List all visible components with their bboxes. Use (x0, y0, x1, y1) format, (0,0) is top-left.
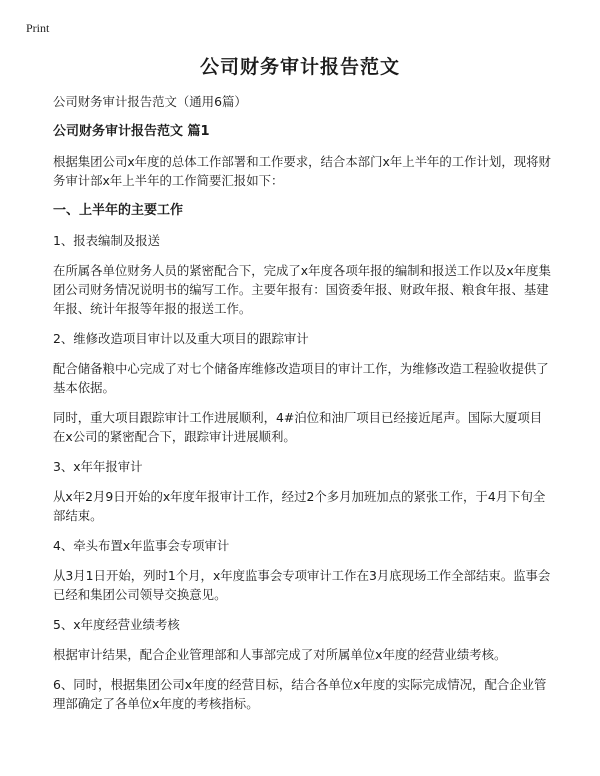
document-subtitle: 公司财务审计报告范文（通用6篇） (53, 94, 247, 109)
document-body (53, 92, 553, 724)
item-paragraph: 根据审计结果，配合企业管理部和人事部完成了对所属单位x年度的经营业绩考核。 (53, 647, 507, 662)
intro-paragraph: 根据集团公司x年度的总体工作部署和工作要求，结合本部门x年上半年的工作计划，现将财务审计部x年上半年的工作简要汇报如下： (53, 154, 551, 188)
item-paragraph: 从3月1日开始，列时1个月，x年度监事会专项审计工作在3月底现场工作全部结束。监事会已经和集团公司领导交换意见。 (53, 568, 551, 602)
part-heading: 一、上半年的主要工作 (53, 203, 184, 218)
item-paragraph: 同时，重大项目跟踪审计工作进展顺利，4#泊位和油厂项目已经接近尾声。国际大厦项目在x公司的紧密配合下，跟踪审计进展顺利。 (53, 410, 543, 444)
item-paragraph: 在所属各单位财务人员的紧密配合下，完成了x年度各项年报的编制和报送工作以及x年度集团公司财务情况说明书的编写工作。主要年报有：国资委年报、财政年报、粮食年报、基建年报、统计年报等年报的报送工作。 (53, 263, 551, 316)
print-label: Print (26, 21, 50, 35)
item-heading: 2、维修改造项目审计以及重大项目的跟踪审计 (53, 331, 309, 346)
item-heading: 4、牵头布置x年监事会专项审计 (53, 538, 230, 553)
section-title: 公司财务审计报告范文 篇1 (53, 124, 210, 139)
item-paragraph: 配合储备粮中心完成了对七个储备库维修改造项目的审计工作，为维修改造工程验收提供了基本依据。 (53, 361, 549, 395)
item-heading: 5、x年度经营业绩考核 (53, 617, 180, 632)
item-paragraph: 从x年2月9日开始的x年度年报审计工作，经过2个多月加班加点的紧张工作，于4月下旬全部结束。 (53, 489, 546, 523)
item-heading: 3、x年年报审计 (53, 459, 143, 474)
document-title: 公司财务审计报告范文 (199, 56, 400, 78)
closing-paragraph: 6、同时，根据集团公司x年度的经营目标，结合各单位x年度的实际完成情况，配合企业管理部确定了各单位x年度的考核指标。 (53, 677, 547, 711)
item-heading: 1、报表编制及报送 (53, 233, 161, 248)
